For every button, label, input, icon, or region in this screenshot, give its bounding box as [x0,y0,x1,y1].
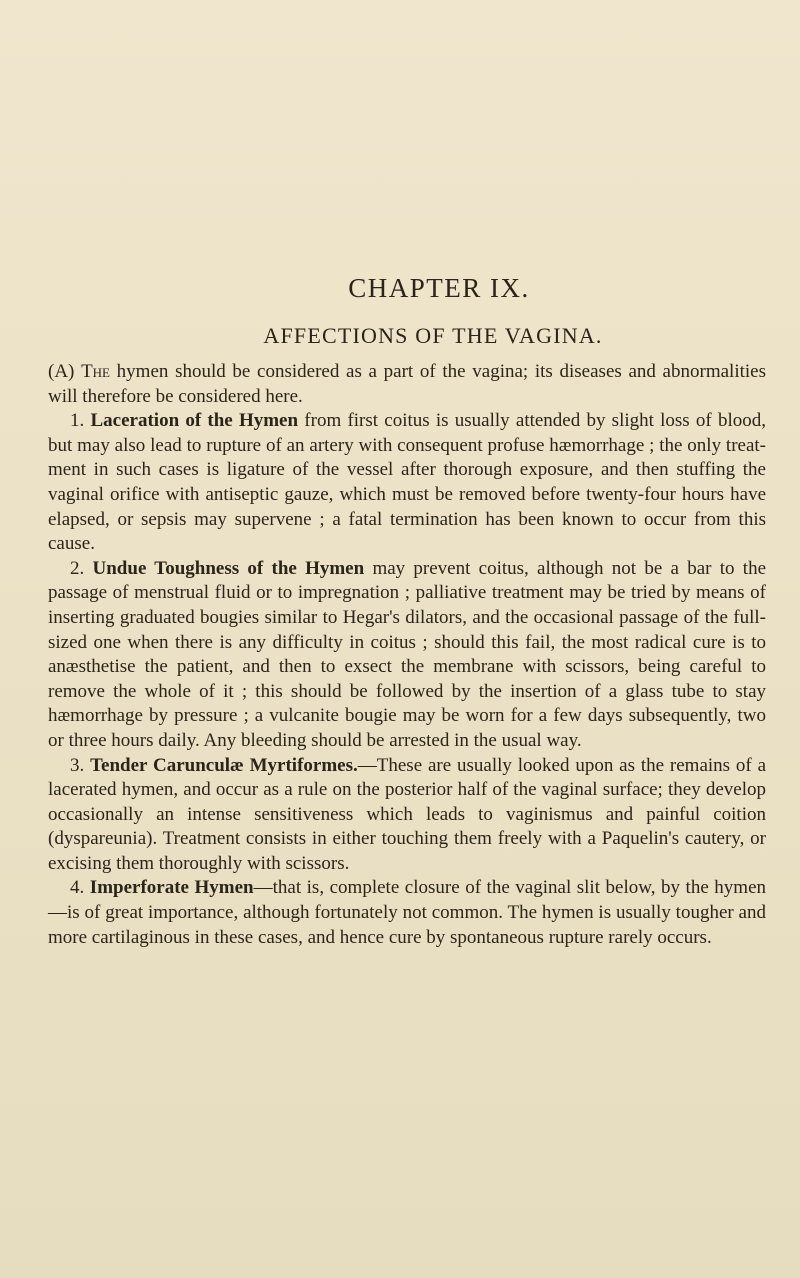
page-content [48,272,766,950]
paragraph-carunculae [48,754,766,877]
chapter-title: CHAPTER IX. [348,273,530,303]
paragraph-intro [48,360,766,409]
paragraph-heading: Laceration of the Hymen [90,410,299,432]
section-title: AFFECTIONS OF THE VAGINA. [263,323,603,348]
paragraph-text: —These are usually looked upon as the remains of a lacerated hymen, and occur as a rule on the posterior half of the vaginal surface; they develop occasionally an intense sensitiveness which leads to vaginismus and painful coition (dyspareunia). Treatment consists in either touching them freely with a Paquelin's cautery, or excising them thoroughly with scissors. [48,754,767,874]
paragraph-lead: (A) [48,361,82,382]
paragraph-toughness [48,557,766,754]
paragraph-text: hymen should be considered as a part of the vagina; its diseases and abnormalities will therefore be considered here. [48,361,766,407]
paragraph-number: 4. [70,877,90,899]
paragraph-heading: Tender Carunculæ Myrtiformes. [90,754,358,776]
paragraph-heading: Undue Toughness of the Hymen [92,557,365,579]
paragraph-imperforate [48,876,766,950]
paragraph-text: —that is, complete closure of the vaginal slit below, by the hymen—is of great importance, although fortunately not common. The hymen is usually tougher and more cartilaginous in these cases, and hence cure by spontaneous rupture rarely occurs. [48,877,767,948]
paragraph-heading: Imperforate Hymen [89,877,254,899]
paragraph-number: 2. [70,557,93,579]
paragraph-laceration [48,409,766,557]
paragraph-text: may prevent coitus, although not be a bar to the passage of menstrual fluid or to impregnation ; palliative treatment may be tried by means of inserting graduated bougies similar to Hegar's dilators, and the occasional passage of the full-sized one when there is any difficulty in coitus ; should this fail, the most radical cure is to anæsthetise the patient, and then to exsect the membrane with scissors, being careful to remove the whole of it ; this should be followed by the insertion of a glass tube to stay hæmorrhage by pressure ; a vulcanite bougie may be worn for a few days subsequently, two or three hours daily. Any bleeding should be arrested in the usual way. [48,557,766,751]
paragraph-number: 1. [70,410,91,432]
paragraph-heading: The [81,361,110,382]
paragraph-number: 3. [70,754,91,776]
paragraph-text: from first coitus is usually attended by slight loss of blood, but may also lead to rupture of an artery with consequent profuse hæmorrhage ; the only treatment in such cases is ligature of the vessel after thorough exposure, and then stuffing the vaginal orifice with antiseptic gauze, which must be removed before twenty-four hours have elapsed, or sepsis may supervene ; a fatal termination has been known to occur from this cause. [48,410,767,555]
